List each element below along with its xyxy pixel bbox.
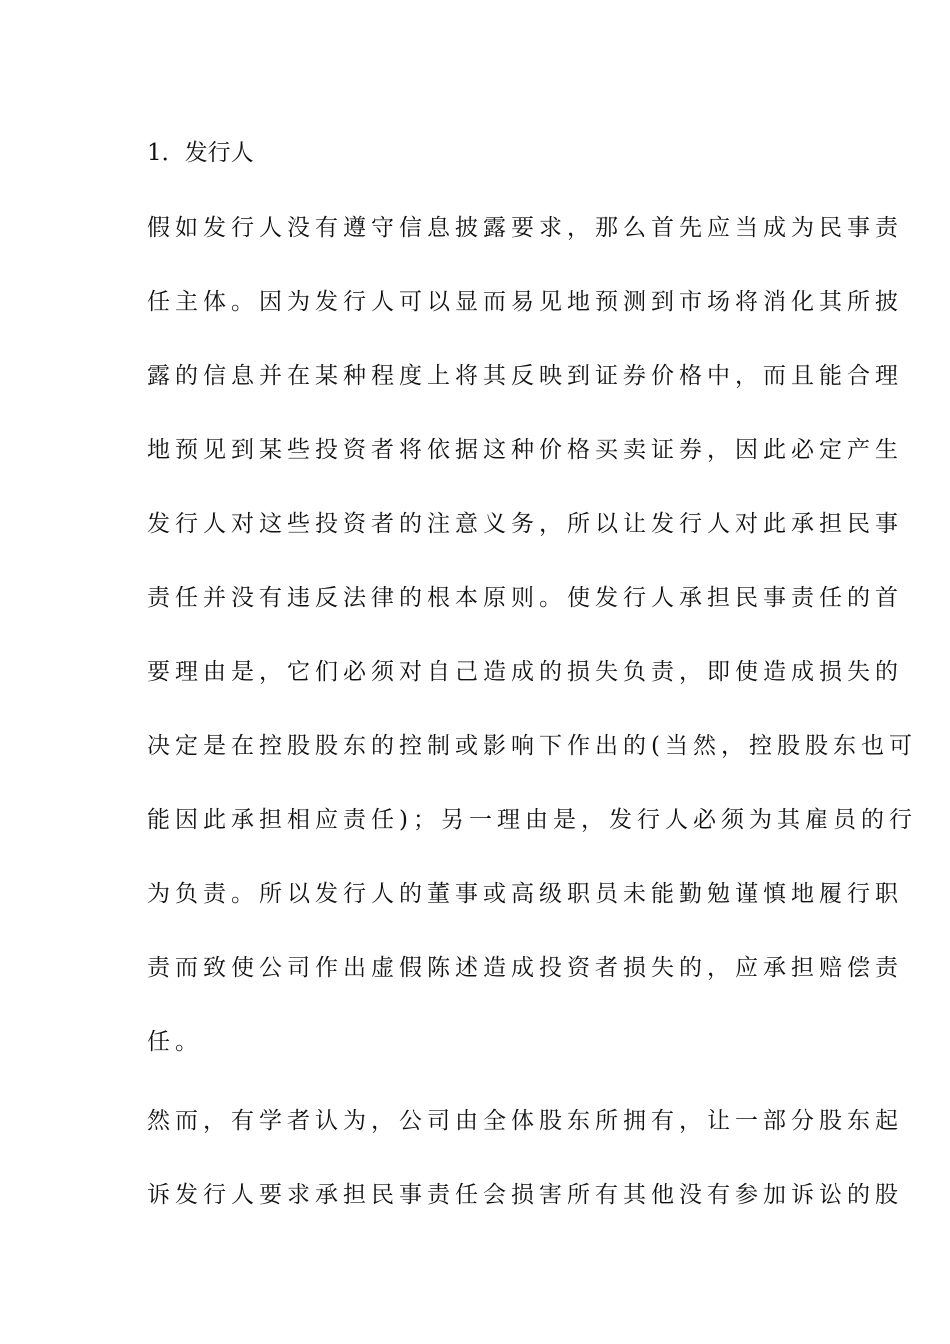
paragraph-line: 地预见到某些投资者将依据这种价格买卖证券，因此必定产生 [147, 437, 903, 463]
paragraph-line: 诉发行人要求承担民事责任会损害所有其他没有参加诉讼的股 [147, 1182, 903, 1208]
paragraph-line: 为负责。所以发行人的董事或高级职员未能勤勉谨慎地履行职 [147, 881, 903, 907]
paragraph-line: 责任并没有违反法律的根本原则。使发行人承担民事责任的首 [147, 585, 903, 611]
paragraph-line: 发行人对这些投资者的注意义务，所以让发行人对此承担民事 [147, 511, 903, 537]
paragraph-line: 决定是在控股股东的控制或影响下作出的(当然，控股股东也可 [147, 733, 917, 759]
paragraph-line: 假如发行人没有遵守信息披露要求，那么首先应当成为民事责 [147, 215, 903, 241]
paragraph-line: 责而致使公司作出虚假陈述造成投资者损失的，应承担赔偿责 [147, 955, 903, 981]
paragraph-line: 任。 [147, 1029, 203, 1055]
paragraph-line: 要理由是，它们必须对自己造成的损失负责，即使造成损失的 [147, 659, 903, 685]
paragraph-line: 任主体。因为发行人可以显而易见地预测到市场将消化其所披 [147, 289, 903, 315]
paragraph-line: 然而，有学者认为，公司由全体股东所拥有，让一部分股东起 [147, 1108, 903, 1134]
section-heading: 1．发行人 [147, 140, 254, 166]
paragraph-line: 能因此承担相应责任)；另一理由是，发行人必须为其雇员的行 [147, 807, 917, 833]
paragraph-line: 露的信息并在某种程度上将其反映到证券价格中，而且能合理 [147, 363, 903, 389]
